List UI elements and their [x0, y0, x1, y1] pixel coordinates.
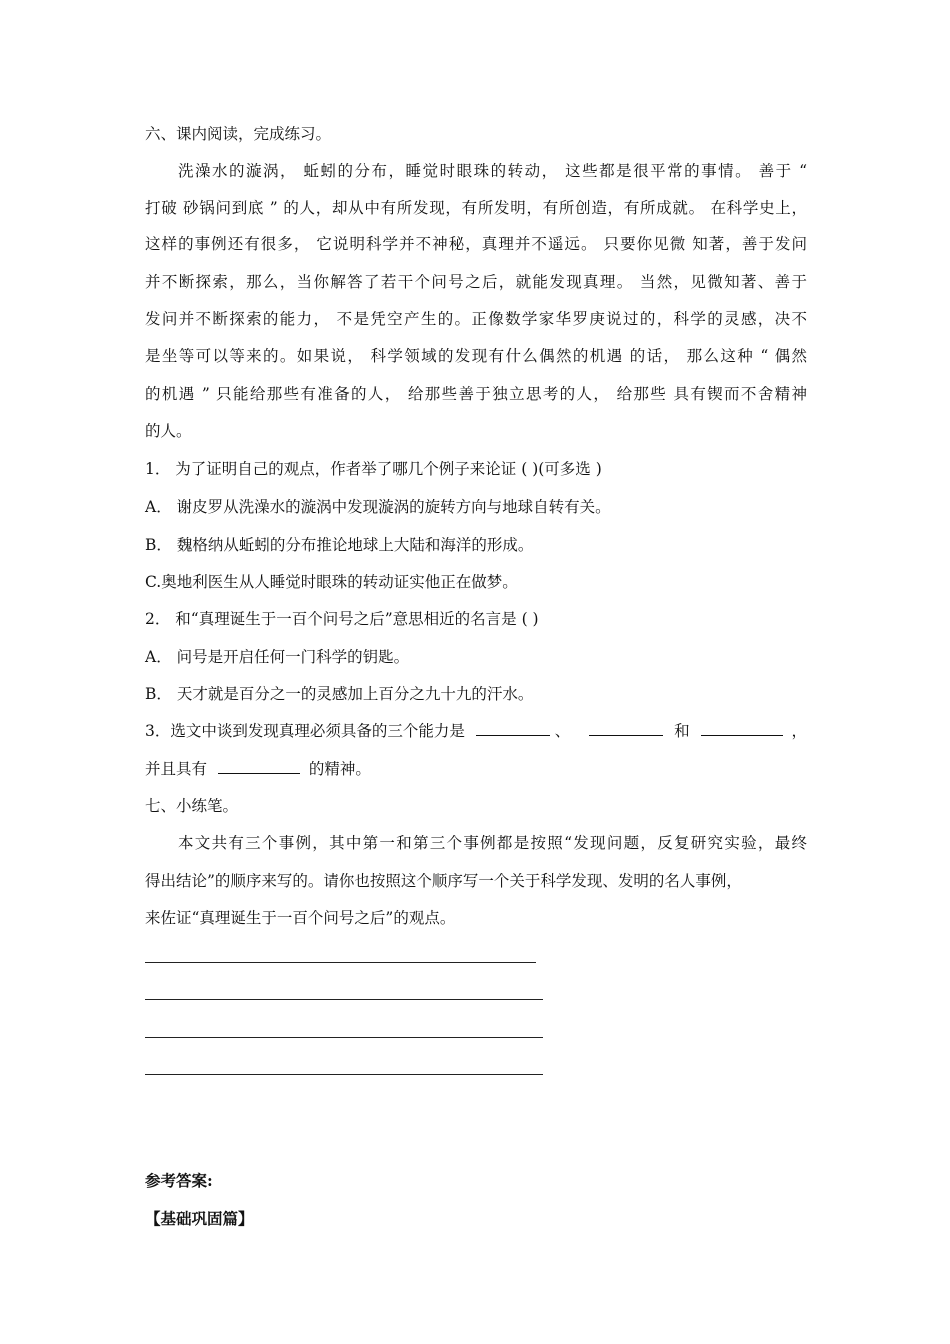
question-3-separator-3: ，: [791, 722, 808, 740]
answer-blank-3[interactable]: [701, 721, 783, 736]
writing-prompt-line-1: 本文共有三个事例，其中第一和第三个事例都是按照“发现问题，反复研究实验，最终: [178, 834, 807, 852]
writing-line-4[interactable]: [145, 1074, 543, 1075]
question-3-line-2: [145, 759, 371, 779]
answers-heading: 参考答案:: [145, 1171, 213, 1190]
question-2-option-a: A． 问号是开启任何一门科学的钥匙。: [145, 648, 410, 666]
question-1-option-c: C.奥地利医生从人睡觉时眼珠的转动证实他正在做梦。: [145, 573, 518, 591]
section-6-heading: 六、课内阅读，完成练习。: [145, 125, 332, 143]
passage-line-2: 打破 砂锅问到底 ” 的人，却从中有所发现，有所发明，有所创造，有所成就。 在科学史上，: [145, 199, 807, 217]
writing-line-1[interactable]: [145, 962, 536, 963]
question-3-separator-1: 、: [554, 722, 571, 740]
answers-subheading: 【基础巩固篇】: [145, 1209, 254, 1228]
passage-line-4: 并不断探索，那么，当你解答了若干个问号之后，就能发现真理。 当然，见微知著、善于: [145, 273, 807, 291]
question-1-option-b: B． 魏格纳从蚯蚓的分布推论地球上大陆和海洋的形成。: [145, 536, 534, 554]
answer-blank-1[interactable]: [476, 721, 550, 736]
passage-line-6: 是坐等可以等来的。如果说， 科学领域的发现有什么偶然的机遇 的话， 那么这种 “ 偶然: [145, 347, 807, 365]
writing-line-2[interactable]: [145, 999, 543, 1000]
passage-line-1: 洗澡水的漩涡， 蚯蚓的分布，睡觉时眼珠的转动， 这些都是很平常的事情。 善于 “: [178, 162, 807, 180]
section-7-heading: 七、小练笔。: [145, 797, 239, 815]
question-2-option-b: B． 天才就是百分之一的灵感加上百分之九十九的汗水。: [145, 685, 534, 703]
writing-line-3[interactable]: [145, 1037, 543, 1038]
answer-blank-2[interactable]: [589, 721, 663, 736]
answer-blank-4[interactable]: [218, 759, 300, 774]
question-3-text-3: 的精神。: [308, 760, 371, 778]
writing-prompt-line-2: 得出结论”的顺序来写的。请你也按照这个顺序写一个关于科学发现、发明的名人事例，: [145, 872, 742, 890]
passage-line-5: 发问并不断探索的能力， 不是凭空产生的。正像数学家华罗庚说过的，科学的灵感，决不: [145, 310, 807, 328]
question-3-text-2: 并且具有: [145, 760, 208, 778]
question-3-separator-2: 和: [674, 722, 690, 740]
question-3-line-1: [145, 721, 807, 741]
writing-prompt-line-3: 来佐证“真理诞生于一百个问号之后”的观点。: [145, 909, 456, 927]
question-3-text: 3．选文中谈到发现真理必须具备的三个能力是: [145, 722, 465, 740]
question-1-stem: 1． 为了证明自己的观点，作者举了哪几个例子来论证 ( )(可多选 ): [145, 460, 602, 478]
question-2-stem: 2． 和“真理诞生于一百个问号之后”意思相近的名言是 ( ): [145, 610, 539, 628]
passage-line-7: 的机遇 ” 只能给那些有准备的人， 给那些善于独立思考的人， 给那些 具有锲而不舍精神: [145, 385, 807, 403]
passage-line-8: 的人。: [145, 422, 192, 440]
passage-line-3: 这样的事例还有很多， 它说明科学并不神秘，真理并不遥远。 只要你见微 知著，善于发问: [145, 235, 807, 253]
question-1-option-a: A． 谢皮罗从洗澡水的漩涡中发现漩涡的旋转方向与地球自转有关。: [145, 498, 611, 516]
